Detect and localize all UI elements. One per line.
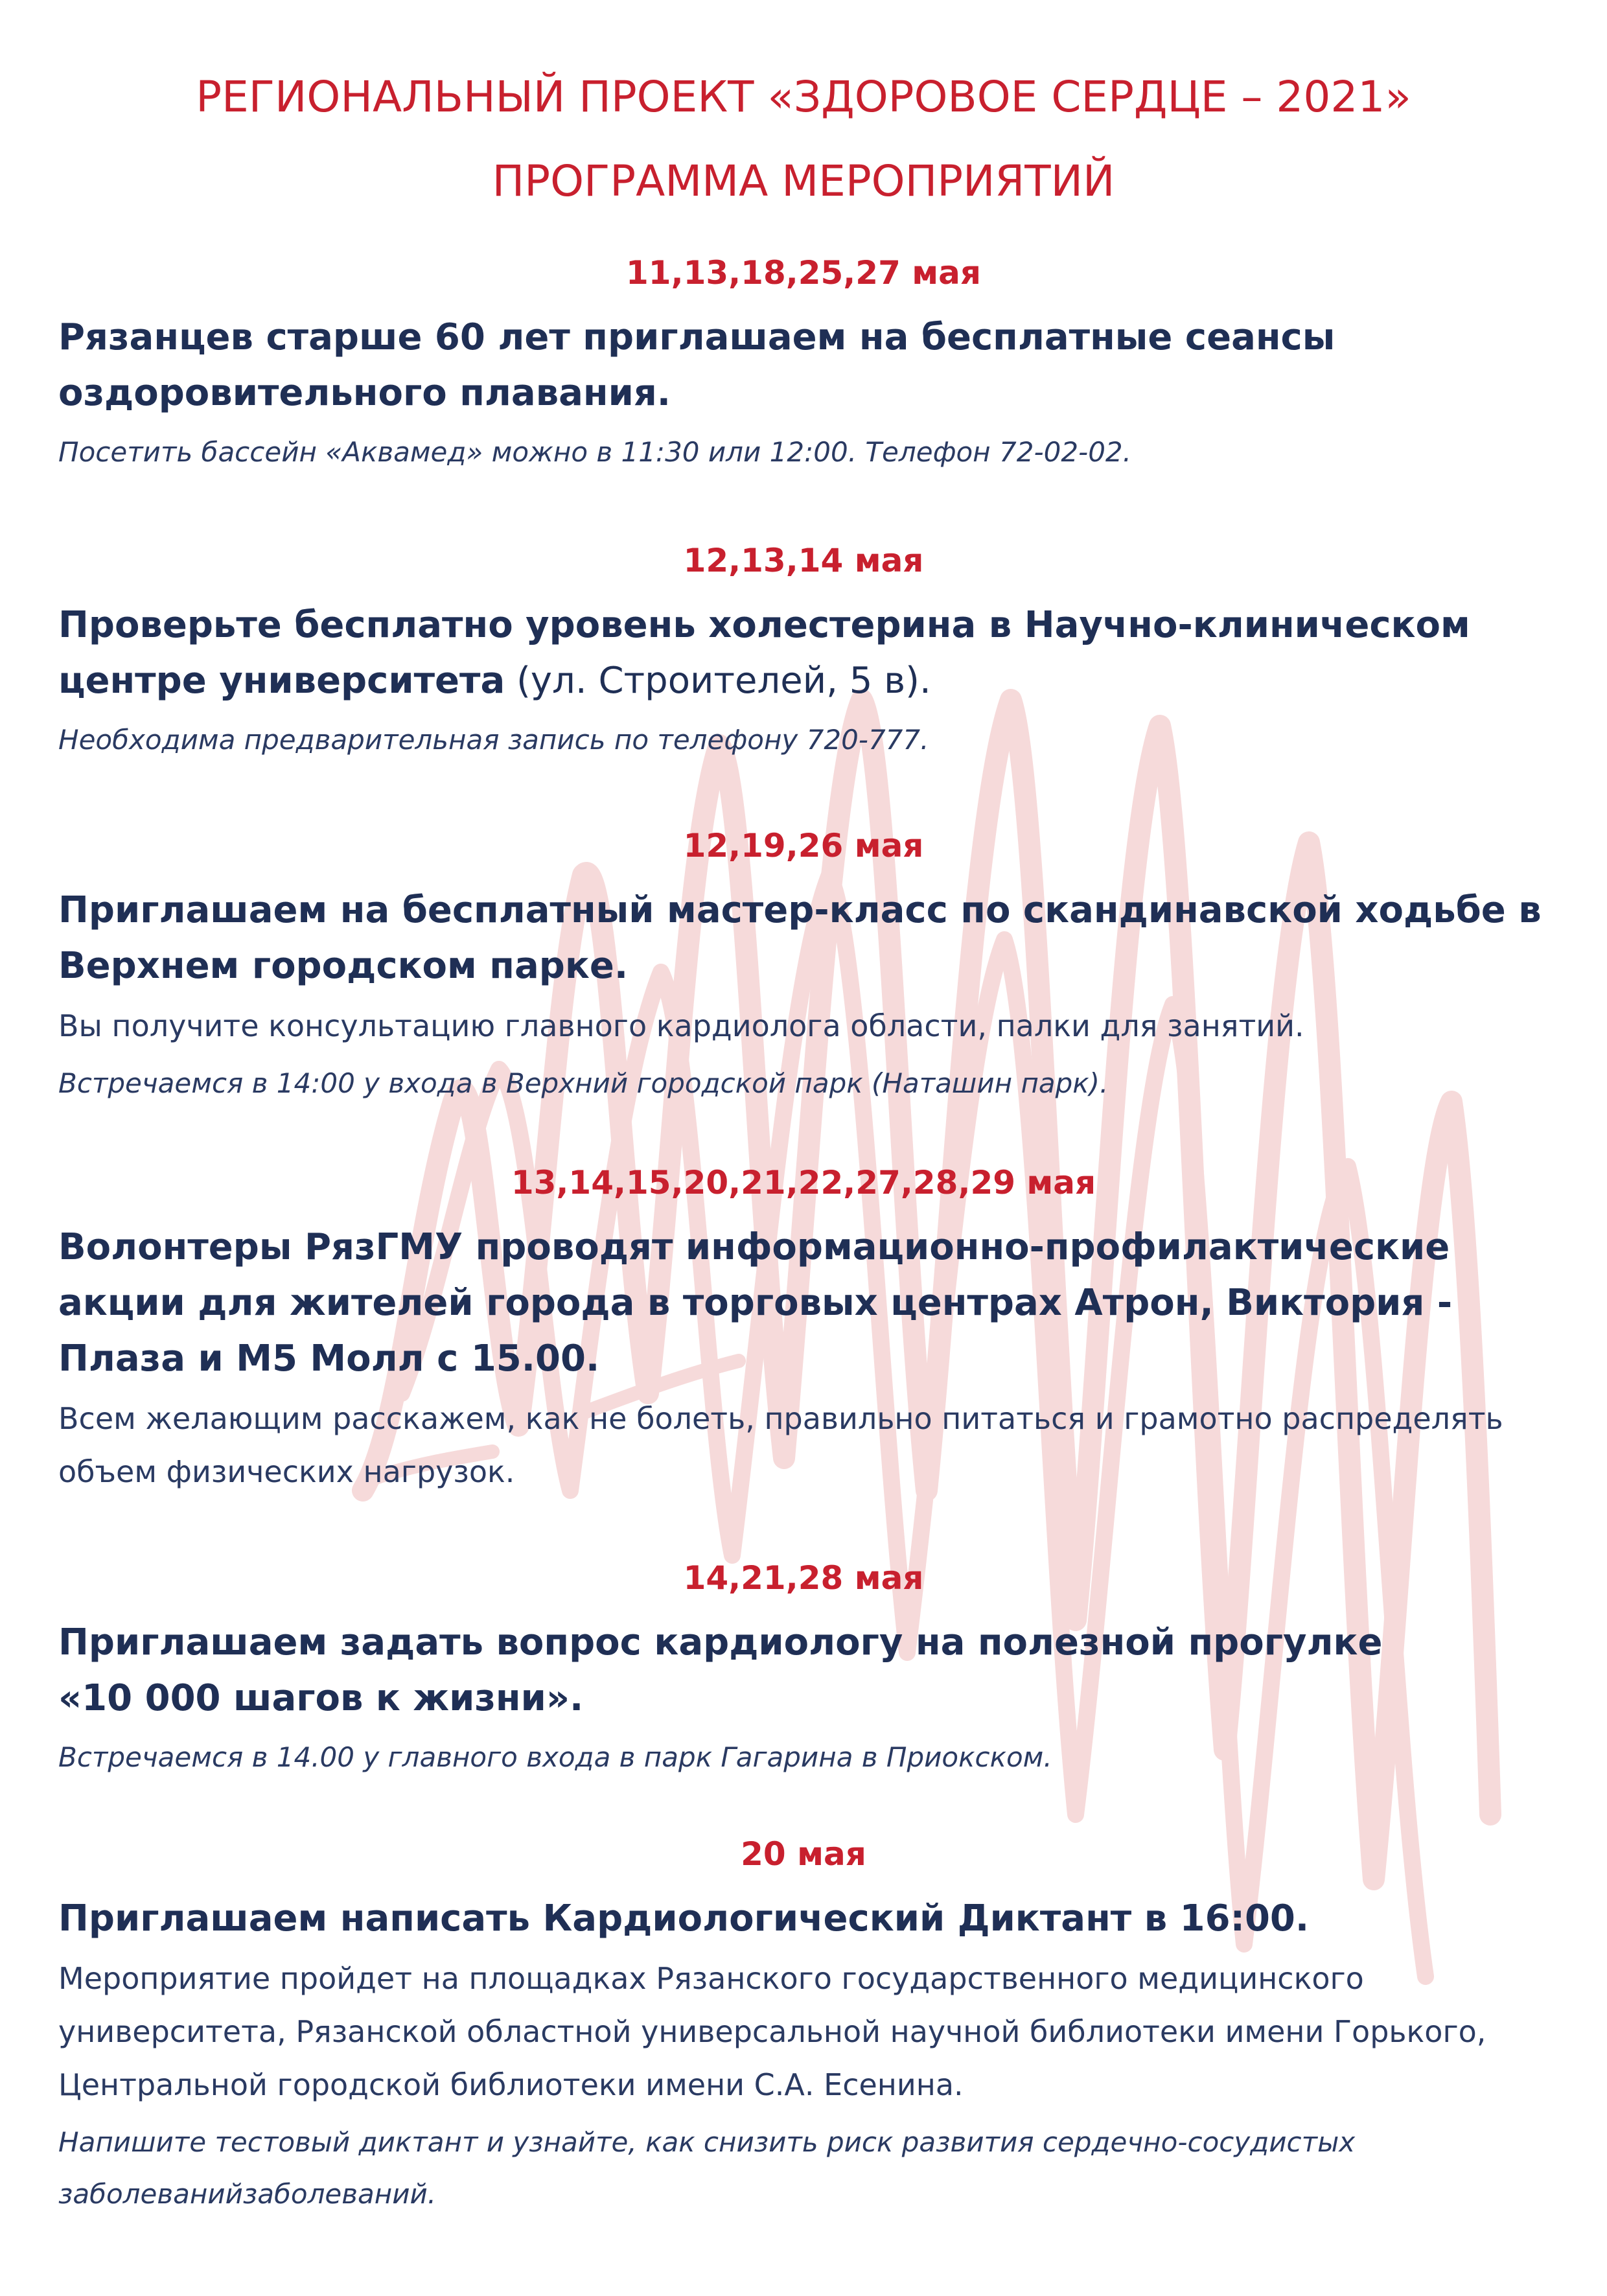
event-cholesterol: [58, 538, 1549, 766]
event-date: 12,19,26 мая: [683, 827, 924, 864]
event-description: Вы получите консультацию главного кардиолога области, палки для занятий.: [58, 1008, 1304, 1043]
event-heading: Приглашаем написать Кардиологический Диктант в 16:00.: [58, 1897, 1310, 1940]
event-note: Встречаемся в 14.00 у главного входа в парк Гагарина в Приокском.: [58, 1741, 1052, 1773]
event-heading-bold: Проверьте бесплатно уровень холестерина в Научно-клиническом центре университета: [58, 604, 1470, 702]
event-heading: Волонтеры РязГМУ проводят информационно-профилактические акции для жителей города в торговых центрах Атрон, Виктория - Плаза и М5 Молл с 15.00.: [58, 1226, 1453, 1380]
event-date: 13,14,15,20,21,22,27,28,29 мая: [511, 1164, 1096, 1201]
event-heading-line2: «10 000 шагов к жизни».: [58, 1677, 584, 1719]
event-description: Всем желающим расскажем, как не болеть, правильно питаться и грамотно распределять объем физических нагрузок.: [58, 1401, 1503, 1489]
event-note: Встречаемся в 14:00 у входа в Верхний городской парк (Наташин парк).: [58, 1067, 1109, 1099]
event-swimming: [58, 250, 1549, 478]
event-note: Посетить бассейн «Аквамед» можно в 11:30 или 12:00. Телефон 72-02-02.: [58, 436, 1131, 468]
event-heading: Приглашаем на бесплатный мастер-класс по скандинавской ходьбе в Верхнем городском парке.: [58, 889, 1542, 987]
page-title: РЕГИОНАЛЬНЫЙ ПРОЕКТ «ЗДОРОВОЕ СЕРДЦЕ – 2021»: [196, 72, 1411, 122]
event-note: Необходима предварительная запись по телефону 720-777.: [58, 724, 929, 756]
event-cardio-dictation: [58, 1831, 1549, 2220]
event-heading: [58, 1615, 1549, 1726]
event-date: 11,13,18,25,27 мая: [626, 254, 981, 292]
event-walk-10000-steps: [58, 1555, 1549, 1783]
event-heading-address: (ул. Строителей, 5 в).: [505, 660, 931, 702]
event-volunteers: [58, 1160, 1549, 1498]
event-date: 20 мая: [741, 1835, 866, 1873]
event-description: Мероприятие пройдет на площадках Рязанского государственного медицинского университета, Рязанской областной универсальной научной библиотеки имени Горького, Центральной городской библиотеки имени С.А. Есенина.: [58, 1961, 1486, 2102]
event-heading: [58, 597, 1549, 709]
event-date: 12,13,14 мая: [683, 542, 924, 579]
event-nordic-walking: [58, 823, 1549, 1109]
event-heading: Рязанцев старше 60 лет приглашаем на бесплатные сеансы оздоровительного плавания.: [58, 316, 1335, 414]
event-date: 14,21,28 мая: [683, 1559, 924, 1597]
event-note: Напишите тестовый диктант и узнайте, как снизить риск развития сердечно-сосудистых заболеванийзаболеваний.: [58, 2126, 1356, 2210]
page-subtitle: ПРОГРАММА МЕРОПРИЯТИЙ: [492, 156, 1115, 206]
event-heading-line1: Приглашаем задать вопрос кардиологу на полезной прогулке: [58, 1621, 1383, 1664]
